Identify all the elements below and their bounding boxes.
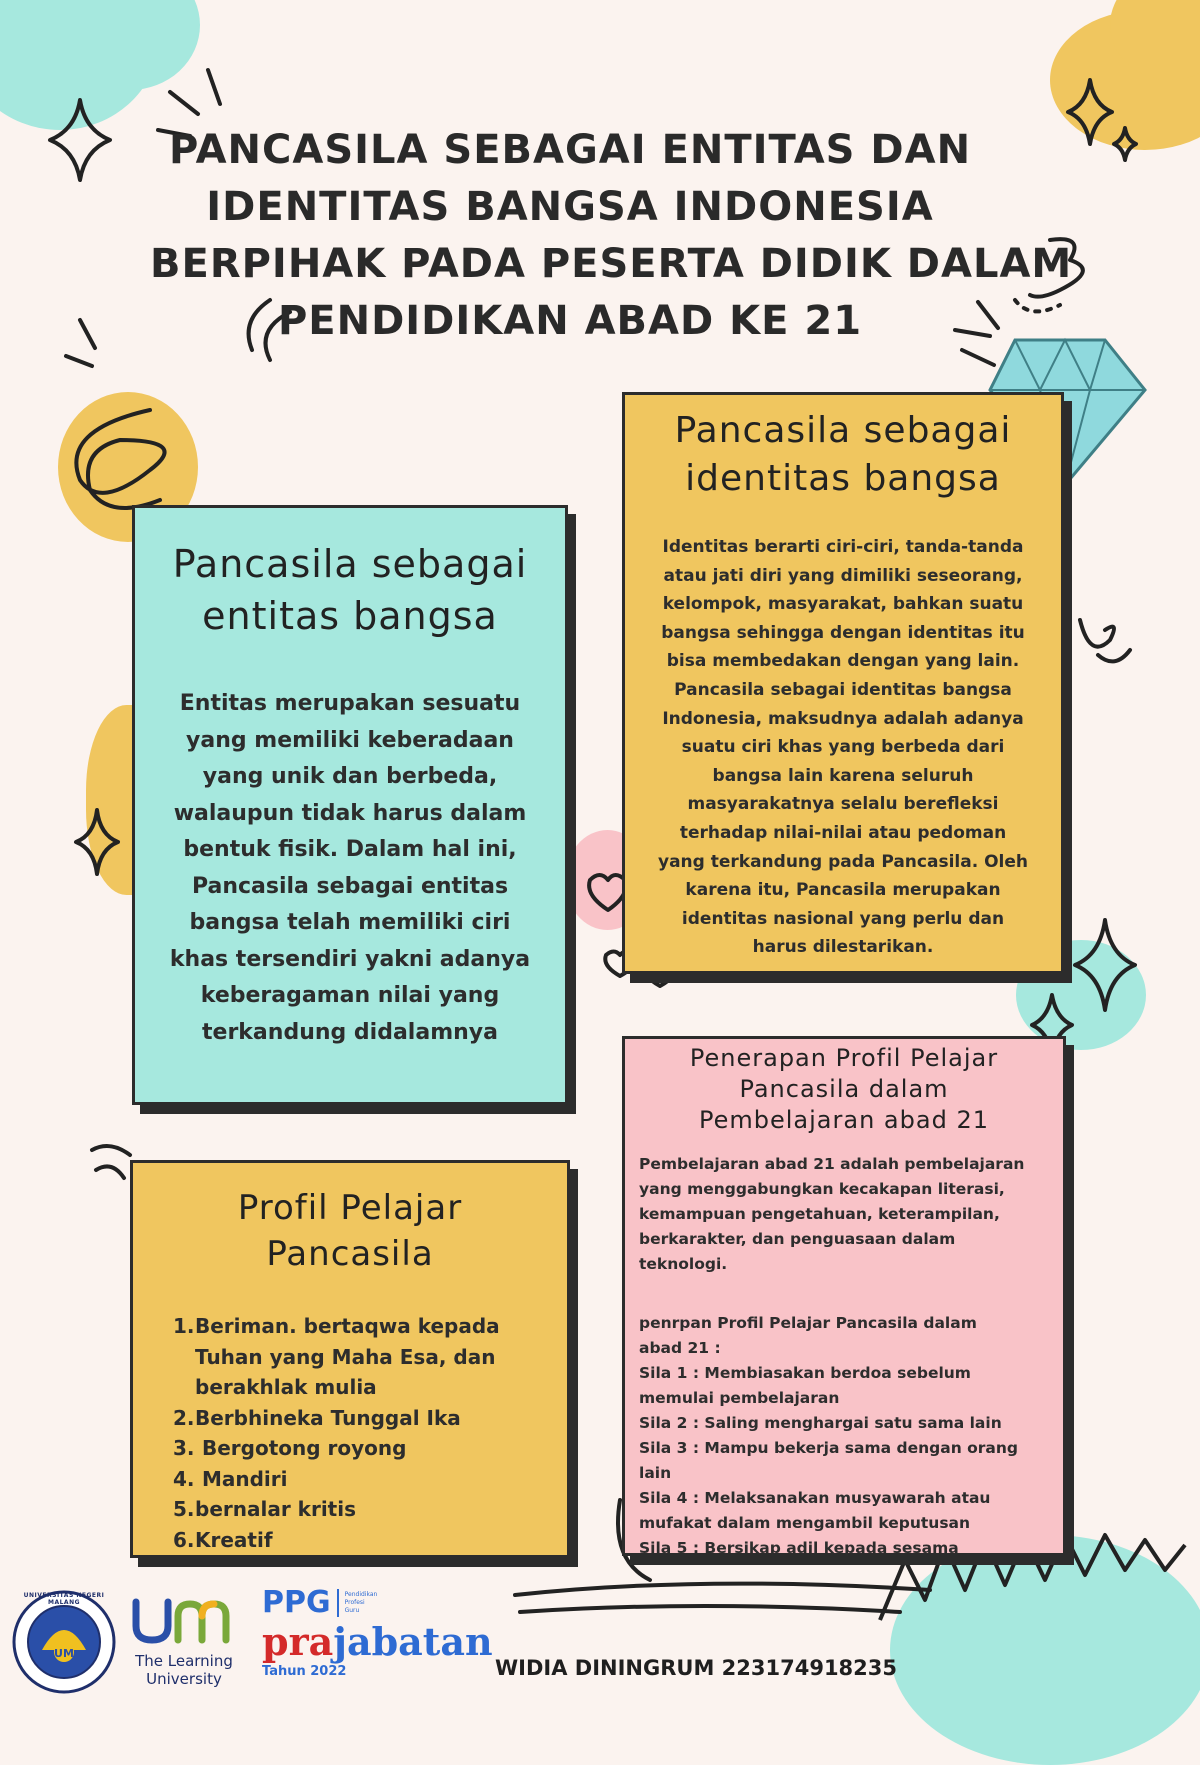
um-logo	[128, 1596, 240, 1686]
identitas-body-line: bisa membedakan dengan yang lain.	[666, 651, 1020, 672]
title-line-4: PENDIDIKAN ABAD KE 21	[277, 298, 863, 344]
entitas-card-body	[135, 686, 565, 1051]
identitas-body-line: karena itu, Pancasila merupakan	[685, 880, 1001, 901]
entitas-body-line: Pancasila sebagai entitas	[191, 873, 509, 899]
page-title	[150, 122, 1073, 350]
list-item-text	[195, 1311, 500, 1403]
penerapan-detail-line: Sila 1 : Membiasakan berdoa sebelum	[639, 1364, 971, 1382]
ppg-small-line: Guru	[344, 1607, 360, 1614]
penerapan-detail-line: Sila 5 : Bersikap adil kepada sesama	[639, 1539, 959, 1557]
list-item-number: 2.	[173, 1405, 195, 1430]
penerapan-title-line: Penerapan Profil Pelajar	[689, 1044, 999, 1072]
entitas-body-line: bentuk fisik. Dalam hal ini,	[183, 837, 517, 862]
list-item	[173, 1464, 567, 1495]
ppg-small-line: Profesi	[344, 1599, 365, 1606]
identitas-body-line: terhadap nilai-nilai atau pedoman	[679, 822, 1007, 843]
list-item-line: Beriman. bertaqwa kepada	[195, 1314, 500, 1338]
ppg-small-line: Pendidikan	[344, 1591, 378, 1598]
title-line-3: BERPIHAK PADA PESERTA DIDIK DALAM	[150, 241, 1073, 287]
list-item-number: 6.	[173, 1527, 195, 1552]
penerapan-detail-line: mufakat dalam mengambil keputusan	[639, 1514, 971, 1532]
penerapan-card-title	[625, 1043, 1063, 1136]
list-item-text: Mandiri	[195, 1466, 288, 1491]
identitas-body-line: Pancasila sebagai identitas bangsa	[674, 679, 1012, 700]
identitas-body-line: atau jati diri yang dimiliki seseorang,	[663, 565, 1023, 586]
list-item-number: 5.	[173, 1497, 195, 1521]
entitas-body-line: terkandung didalamnya	[202, 1019, 498, 1045]
penerapan-detail-line: abad 21 :	[639, 1339, 721, 1357]
penerapan-title-line: Pembelajaran abad 21	[699, 1106, 989, 1134]
entitas-card	[132, 505, 568, 1105]
identitas-card-body	[625, 533, 1061, 962]
title-line-1: PANCASILA SEBAGAI ENTITAS DAN	[168, 127, 972, 173]
seal-ring-text: UNIVERSITAS NEGERI MALANG	[23, 1592, 105, 1606]
entitas-body-line: khas tersendiri yakni adanya	[169, 946, 531, 972]
profil-card-title	[133, 1185, 567, 1277]
penerapan-detail-line: Sila 3 : Mampu bekerja sama dengan orang	[639, 1439, 1019, 1457]
penerapan-detail-line: lain	[639, 1464, 672, 1482]
identitas-card-title	[625, 407, 1061, 503]
title-line-2: IDENTITAS BANGSA INDONESIA	[206, 184, 934, 230]
profil-title-line: Pancasila	[266, 1234, 434, 1274]
list-item-text: Berbhineka Tunggal Ika	[195, 1405, 461, 1430]
list-item	[173, 1433, 567, 1464]
profil-card	[130, 1160, 570, 1558]
penerapan-detail-line: Sila 4 : Melaksanakan musyawarah atau	[639, 1489, 991, 1507]
list-item-number: 4.	[173, 1466, 195, 1491]
penerapan-intro-line: kemampuan pengetahuan, keterampilan,	[639, 1205, 1000, 1223]
um-tagline-1: The Learning	[135, 1652, 233, 1670]
penerapan-details	[639, 1311, 1063, 1561]
identitas-body-line: Identitas berarti ciri-ciri, tanda-tanda	[662, 537, 1024, 557]
entitas-title-line: Pancasila sebagai	[172, 542, 528, 586]
identitas-title-line: Pancasila sebagai	[674, 410, 1012, 451]
list-item-text: Bergotong royong	[195, 1436, 407, 1460]
identitas-body-line: Indonesia, maksudnya adalah adanya	[662, 708, 1024, 729]
penerapan-intro-line: teknologi.	[639, 1255, 728, 1273]
penerapan-title-line: Pancasila dalam	[739, 1075, 949, 1103]
author-name: WIDIA DININGRUM 223174918235	[495, 1656, 898, 1680]
entitas-body-line: bangsa telah memiliki ciri	[189, 910, 511, 935]
entitas-card-title	[135, 538, 565, 642]
identitas-body-line: suatu ciri khas yang berbeda dari	[681, 737, 1005, 758]
penerapan-intro-line: berkarakter, dan penguasaan dalam	[639, 1230, 956, 1248]
penerapan-intro-line: yang menggabungkan kecakapan literasi,	[639, 1180, 1005, 1198]
penerapan-detail-line: memulai pembelajaran	[639, 1389, 840, 1407]
list-item-number: 1.	[173, 1314, 195, 1338]
ppg-divider	[337, 1589, 339, 1617]
identitas-body-line: kelompok, masyarakat, bahkan suatu	[662, 594, 1024, 615]
list-item-line: berakhlak mulia	[195, 1375, 377, 1399]
ppg-year: Tahun 2022	[262, 1664, 347, 1679]
identitas-body-line: harus dilestarikan.	[752, 937, 934, 958]
list-item-text: Kreatif	[195, 1527, 273, 1552]
seal-center-text: UM	[54, 1647, 74, 1660]
list-item	[173, 1403, 567, 1434]
ppg-word-rest: jabatan	[333, 1619, 493, 1664]
list-item-number: 3.	[173, 1436, 195, 1460]
ppg-word	[262, 1619, 493, 1664]
penerapan-intro	[639, 1152, 1063, 1277]
identitas-title-line: identitas bangsa	[685, 458, 1001, 499]
entitas-title-line: entitas bangsa	[202, 594, 498, 638]
profil-title-line: Profil Pelajar	[237, 1188, 463, 1228]
um-tagline-2: University	[146, 1670, 222, 1688]
ppg-top-text: PPG	[262, 1585, 331, 1620]
um-mark-icon	[128, 1596, 240, 1644]
penerapan-detail-line: penrpan Profil Pelajar Pancasila dalam	[639, 1314, 977, 1332]
entitas-body-line: walaupun tidak harus dalam	[173, 800, 527, 826]
identitas-body-line: identitas nasional yang perlu dan	[681, 908, 1005, 929]
list-item-text: bernalar kritis	[195, 1497, 356, 1521]
ppg-small-text	[345, 1591, 378, 1615]
list-item	[173, 1525, 567, 1556]
ppg-word-pra: pra	[262, 1619, 334, 1664]
identitas-body-line: bangsa lain karena seluruh	[712, 765, 974, 786]
identitas-body-line: bangsa sehingga dengan identitas itu	[661, 622, 1025, 643]
entitas-body-line: keberagaman nilai yang	[200, 983, 500, 1008]
list-item	[173, 1311, 567, 1403]
ppg-prajabatan-logo	[262, 1585, 493, 1686]
identitas-body-line: masyarakatnya selalu berefleksi	[687, 794, 999, 815]
list-item	[173, 1494, 567, 1525]
penerapan-detail-line: Sila 2 : Saling menghargai satu sama lain	[639, 1414, 1002, 1432]
entitas-body-line: Entitas merupakan sesuatu	[179, 691, 521, 716]
list-item-line: Tuhan yang Maha Esa, dan	[195, 1344, 496, 1369]
identitas-card	[622, 392, 1064, 974]
identitas-body-line: yang terkandung pada Pancasila. Oleh	[658, 851, 1028, 872]
entitas-body-line: yang unik dan berbeda,	[202, 764, 498, 789]
penerapan-intro-line: Pembelajaran abad 21 adalah pembelajaran	[639, 1155, 1025, 1173]
profil-list	[173, 1311, 567, 1555]
penerapan-card	[622, 1036, 1066, 1556]
um-seal-logo	[12, 1590, 116, 1694]
sparkle-icon	[50, 100, 110, 180]
entitas-body-line: yang memiliki keberadaan	[186, 727, 514, 753]
